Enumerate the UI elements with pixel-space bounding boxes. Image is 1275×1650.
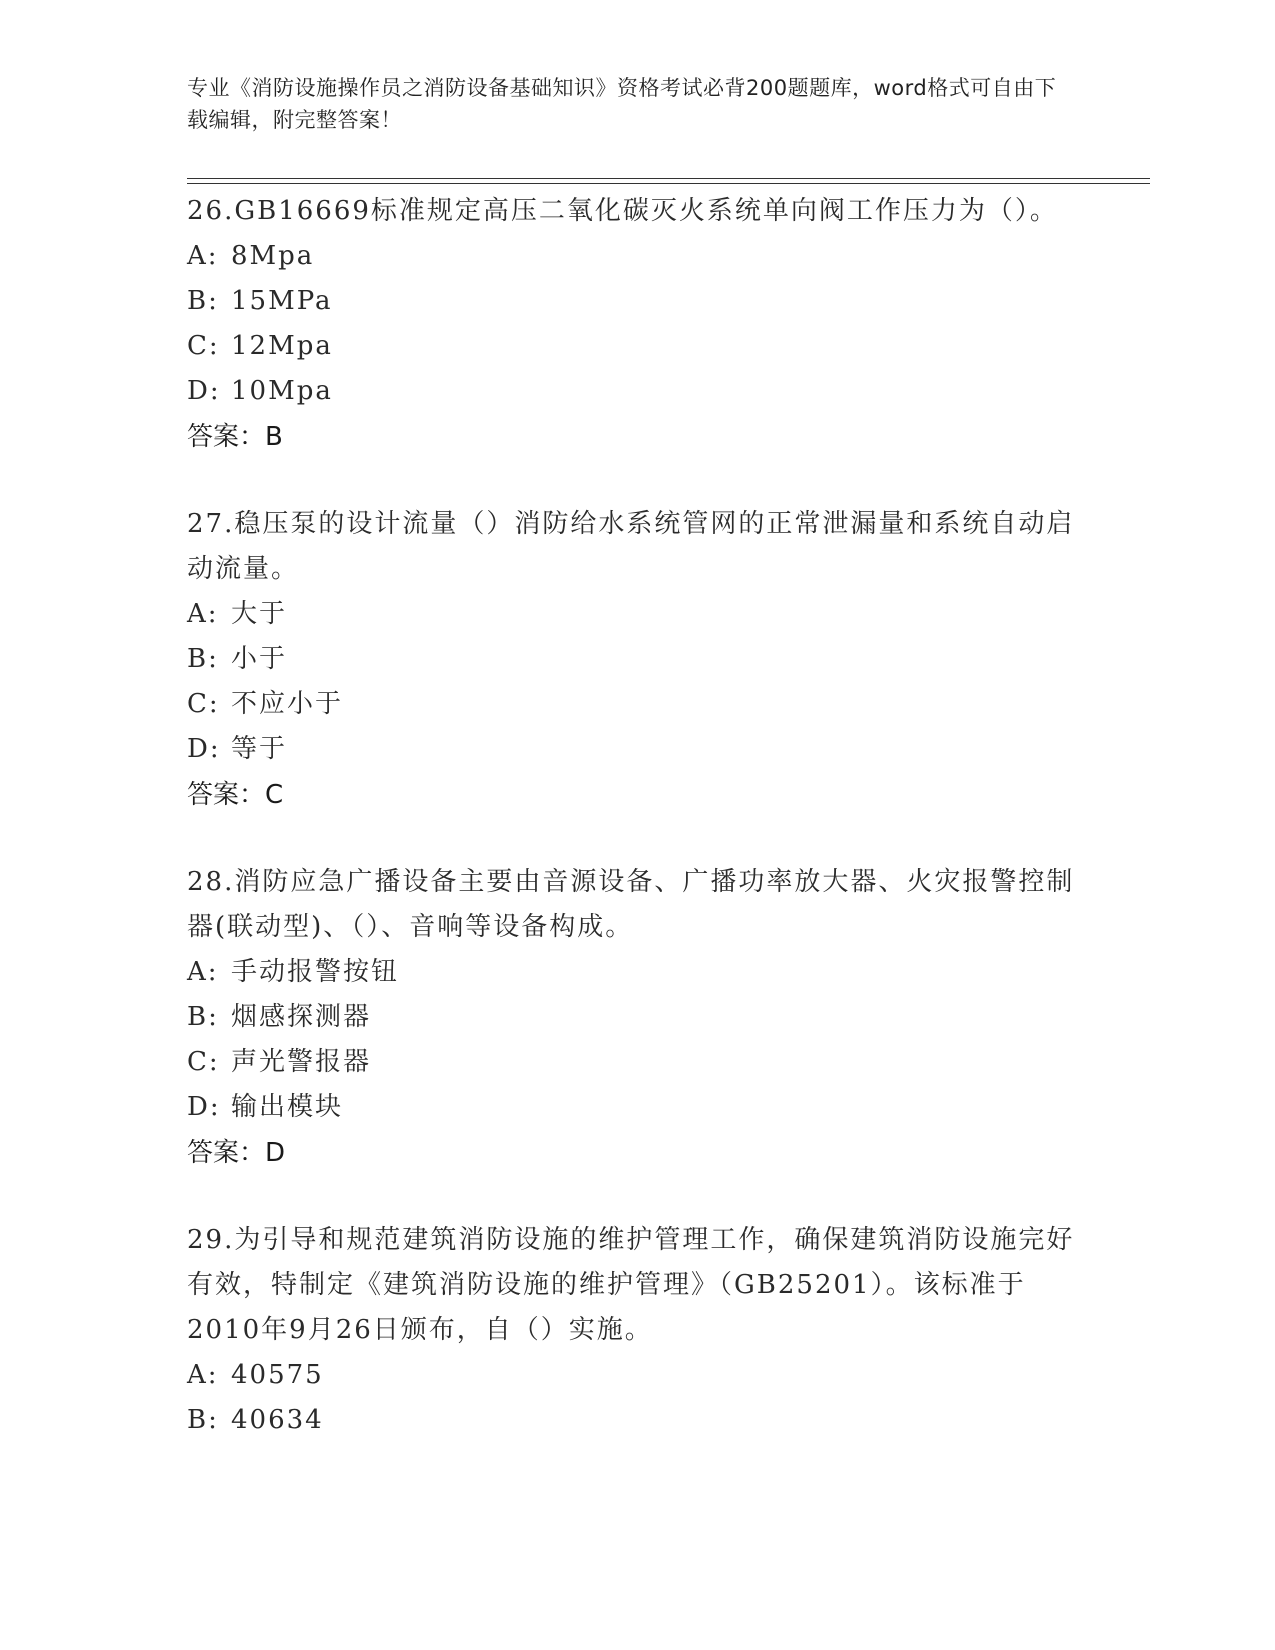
answer-line: 答案：D: [187, 1138, 286, 1168]
option-letter: D:: [187, 734, 221, 764]
option-text: 10Mpa: [231, 376, 333, 406]
option-letter: D:: [187, 376, 221, 406]
option-text: 大于: [231, 599, 288, 629]
question-list: [187, 189, 1087, 1485]
header-divider-bottom: [187, 183, 1150, 184]
option-b: [187, 995, 1087, 1040]
option-text: 15MPa: [231, 286, 333, 316]
option-c: [187, 324, 1087, 369]
option-text: 12Mpa: [231, 331, 333, 361]
option-b: [187, 279, 1087, 324]
question-text: 27.稳压泵的设计流量（）消防给水系统管网的正常泄漏量和系统自动启动流量。: [187, 509, 1075, 584]
question-text: 26.GB16669标准规定高压二氧化碳灭火系统单向阀工作压力为（）。: [187, 196, 1058, 226]
option-letter: A:: [187, 957, 219, 987]
option-text: 不应小于: [231, 689, 344, 719]
option-c: [187, 682, 1087, 727]
answer-line: 答案：B: [187, 422, 283, 452]
question-text: 29.为引导和规范建筑消防设施的维护管理工作，确保建筑消防设施完好有效，特制定《建筑消防设施的维护管理》（GB25201）。该标准于2010年9月26日颁布，自（）实施。: [187, 1225, 1075, 1345]
option-letter: C:: [187, 1047, 220, 1077]
option-d: [187, 727, 1087, 772]
document-header: 专业《消防设施操作员之消防设备基础知识》资格考试必背200题题库，word格式可自由下载编辑，附完整答案！: [187, 76, 1057, 132]
header-divider-top: [187, 178, 1150, 179]
option-d: [187, 369, 1087, 414]
option-letter: B:: [187, 644, 219, 674]
option-letter: A:: [187, 1360, 219, 1390]
option-a: [187, 592, 1087, 637]
answer-line: 答案：C: [187, 780, 284, 810]
question-text: 28.消防应急广播设备主要由音源设备、广播功率放大器、火灾报警控制器(联动型)、（）、音响等设备构成。: [187, 867, 1075, 942]
option-letter: C:: [187, 331, 220, 361]
option-text: 小于: [231, 644, 288, 674]
option-letter: C:: [187, 689, 220, 719]
option-letter: A:: [187, 599, 219, 629]
option-a: [187, 234, 1087, 279]
question-28: [187, 860, 1087, 1176]
option-text: 等于: [231, 734, 288, 764]
option-b: [187, 637, 1087, 682]
option-letter: B:: [187, 1002, 219, 1032]
option-text: 声光警报器: [231, 1047, 372, 1077]
option-text: 40634: [231, 1405, 324, 1435]
option-letter: B:: [187, 286, 219, 316]
question-29: [187, 1218, 1087, 1443]
option-a: [187, 950, 1087, 995]
option-text: 烟感探测器: [231, 1002, 372, 1032]
option-letter: D:: [187, 1092, 221, 1122]
option-text: 8Mpa: [231, 241, 315, 271]
option-letter: A:: [187, 241, 219, 271]
option-d: [187, 1085, 1087, 1130]
option-letter: B:: [187, 1405, 219, 1435]
question-27: [187, 502, 1087, 818]
option-a: [187, 1353, 1087, 1398]
option-text: 手动报警按钮: [231, 957, 400, 987]
option-text: 输出模块: [231, 1092, 344, 1122]
option-text: 40575: [231, 1360, 324, 1390]
option-c: [187, 1040, 1087, 1085]
option-b: [187, 1398, 1087, 1443]
question-26: [187, 189, 1087, 460]
